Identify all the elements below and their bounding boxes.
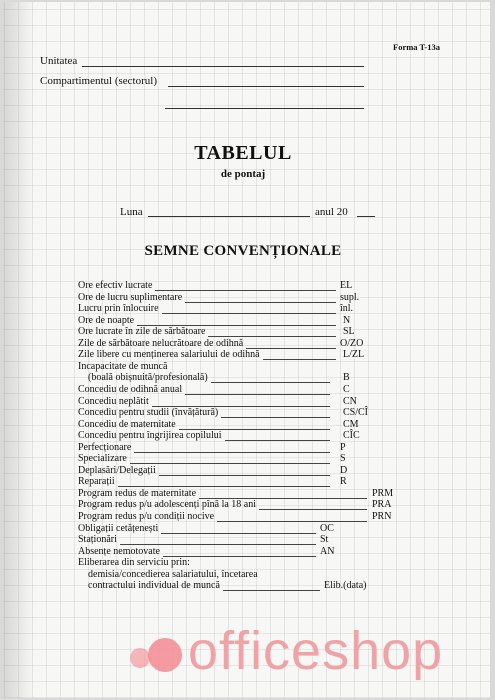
legend-row-code: înl. <box>340 303 354 315</box>
legend-row-label: Lucru prin înlocuire <box>78 303 159 315</box>
legend-row-label: Concediu pentru îngrijirea copilului <box>78 430 222 442</box>
watermark-logo <box>130 618 490 698</box>
legend-row-code: O/ZO <box>340 337 364 349</box>
legend-row-fill-line <box>223 590 320 591</box>
legend-row-code: St <box>320 534 329 546</box>
legend-row <box>78 580 418 593</box>
legend-row-label: Obligații cetățenești <box>78 522 159 534</box>
legend-row-code: PRA <box>372 499 392 511</box>
legend-row-label: Reparații <box>78 476 115 488</box>
legend-row-label: Program redus p/u condiții nocive <box>78 511 215 522</box>
legend-row-label: Ore de lucru suplimentare <box>78 291 183 303</box>
legend-row-label: Staționări <box>78 534 117 546</box>
watermark-dot-small <box>130 648 150 668</box>
legend-row-code: Elib.(data) <box>324 580 367 592</box>
year-line <box>357 216 375 217</box>
legend-row-label: Deplasări/Delegații <box>78 464 156 476</box>
legend-row-code: OC <box>320 522 334 534</box>
legend-row-code: supl. <box>340 291 360 303</box>
legend-row-label: Program redus p/u adolescenți pînă la 18 ani <box>78 499 257 511</box>
legend-row-code: CN <box>343 395 357 407</box>
unit-line <box>82 66 364 67</box>
legend-row-label: Perfecționare <box>78 441 132 453</box>
month-label: Luna <box>120 206 143 218</box>
legend-row-label: Concediu pentru studii (învățătură) <box>78 407 219 419</box>
watermark-text: officeshop <box>188 621 444 681</box>
scan-edge-shadow <box>4 2 34 698</box>
legend-row-code: R <box>340 476 347 488</box>
year-label: anul 20 <box>315 206 348 218</box>
legend-row-label: Concediu neplătit <box>78 395 149 407</box>
compartment-label: Compartimentul (sectorul) <box>40 75 157 87</box>
legend-row-code: D <box>340 464 348 476</box>
legend-row-label: Zile libere cu menținerea salariului de odihnă <box>78 349 260 361</box>
legend-row-label: Specializare <box>78 453 127 465</box>
unit-label: Unitatea <box>40 55 78 67</box>
legend-row-label: Concediu de maternitate <box>78 418 176 430</box>
month-line <box>148 216 310 217</box>
legend-row-code: B <box>343 372 350 384</box>
legend-row-label: Ore lucrate în zile de sărbătoare <box>78 326 206 338</box>
legend-row-label: demisia/concedierea salariatului, încetarea <box>88 568 258 580</box>
legend-row-code: CM <box>343 418 359 430</box>
legend-row-code: CÎC <box>343 430 360 442</box>
legend-row-code: AN <box>320 545 335 557</box>
compartment-line <box>168 86 364 87</box>
legend-row-code: P <box>340 441 346 453</box>
document-title: TABELUL <box>194 142 292 164</box>
legend-row-code: C <box>343 383 350 395</box>
legend-row-code: S <box>340 453 346 465</box>
watermark-dot-large <box>148 638 182 672</box>
document-subtitle: de pontaj <box>220 168 266 180</box>
legend-row-label: Program redus de maternitate <box>78 487 197 499</box>
legend-row-label: (boală obișnuită/profesională) <box>88 372 208 384</box>
legend-row-label: Eliberarea din serviciu prin: <box>78 557 190 569</box>
compartment-line-2 <box>165 108 364 109</box>
legend-row-label: Zile de sărbătoare nelucrătoare de odihnă <box>78 337 244 349</box>
legend-row-code: SL <box>343 326 355 338</box>
legend-row-label: Incapacitate de muncă <box>78 360 168 372</box>
legend-row-code: CS/CÎ <box>343 407 369 419</box>
legend-row-code: N <box>343 314 351 326</box>
section-title: SEMNE CONVENȚIONALE <box>144 243 342 259</box>
legend-row-code: PRN <box>372 511 392 522</box>
legend-row-label: Ore de noapte <box>78 314 135 326</box>
legend-row-label: Ore efectiv lucrate <box>78 280 153 291</box>
legend-row-label: contractului individual de muncă <box>88 580 220 592</box>
legend-row-code: L/ZL <box>343 349 365 361</box>
legend-row-label: Concediu de odihnă anual <box>78 383 183 395</box>
form-code: Forma T-13a <box>393 42 440 52</box>
legend-row-label: Absențe nemotovate <box>78 545 160 557</box>
legend-row-code: EL <box>340 280 353 291</box>
legend-row-code: PRM <box>372 487 394 499</box>
